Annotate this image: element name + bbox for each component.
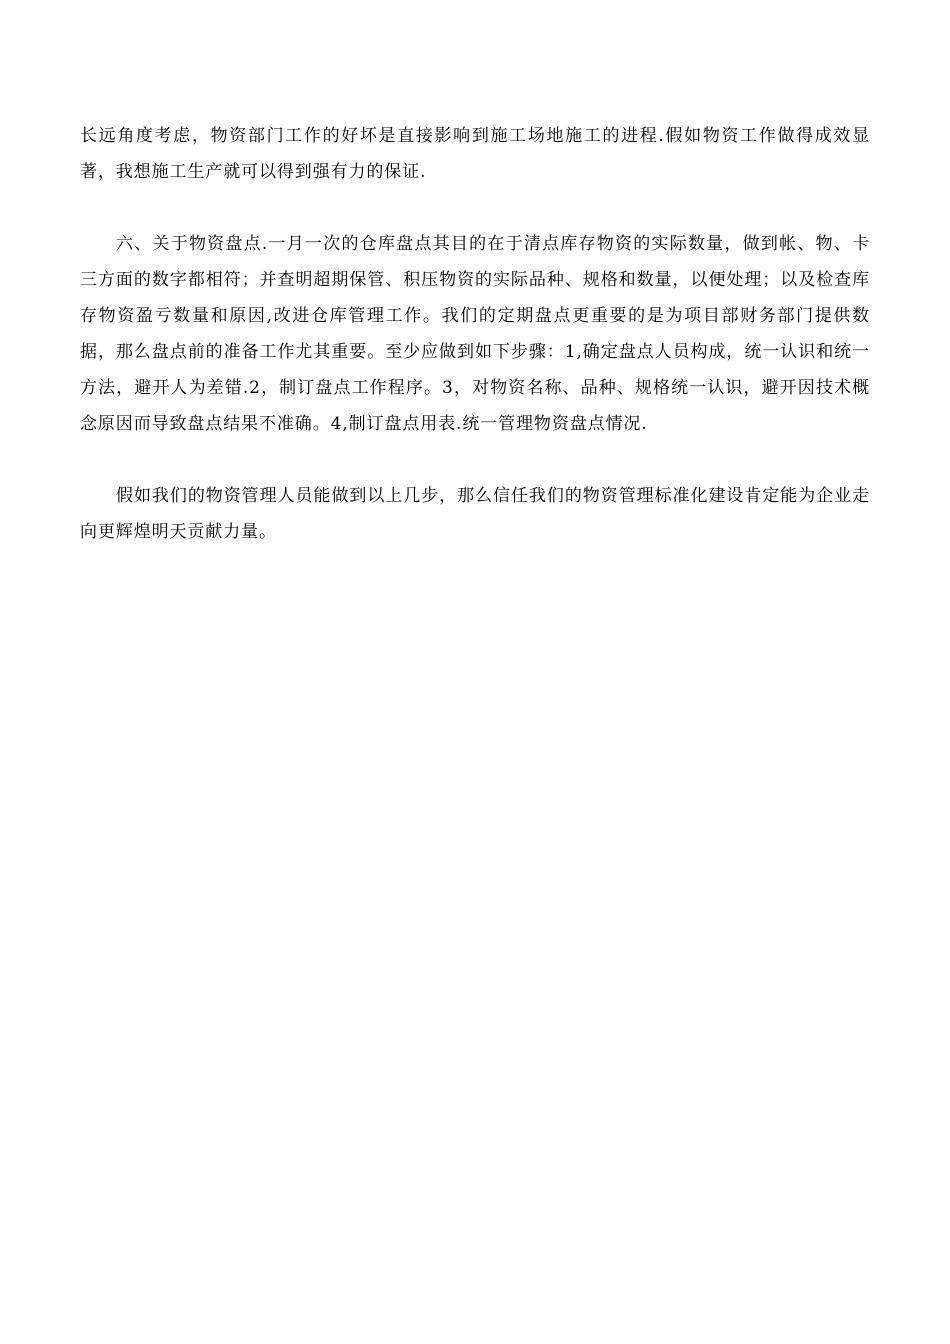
paragraph-spacer	[80, 190, 870, 226]
paragraph-inventory-check: 六、关于物资盘点.一月一次的仓库盘点其目的在于清点库存物资的实际数量，做到帐、物、卡三方面的数字都相符；并查明超期保管、积压物资的实际品种、规格和数量，以便处理；以及检查库存物资盈亏数量和原因,改进仓库管理工作。我们的定期盘点更重要的是为项目部财务部门提供数据，那么盘点前的准备工作尤其重要。至少应做到如下步骤：1,确定盘点人员构成，统一认识和统一方法，避开人为差错.2，制订盘点工作程序。3，对物资名称、品种、规格统一认识，避开因技术概念原因而导致盘点结果不准确。4,制订盘点用表.统一管理物资盘点情况.	[80, 234, 870, 434]
paragraph-spacer	[80, 442, 870, 478]
paragraph-conclusion: 假如我们的物资管理人员能做到以上几步，那么信任我们的物资管理标准化建设肯定能为企业走向更辉煌明天贡献力量。	[80, 486, 870, 542]
paragraph-continuation: 长远角度考虑，物资部门工作的好坏是直接影响到施工场地施工的进程.假如物资工作做得成效显著，我想施工生产就可以得到强有力的保证.	[80, 126, 870, 182]
document-body	[80, 118, 870, 550]
